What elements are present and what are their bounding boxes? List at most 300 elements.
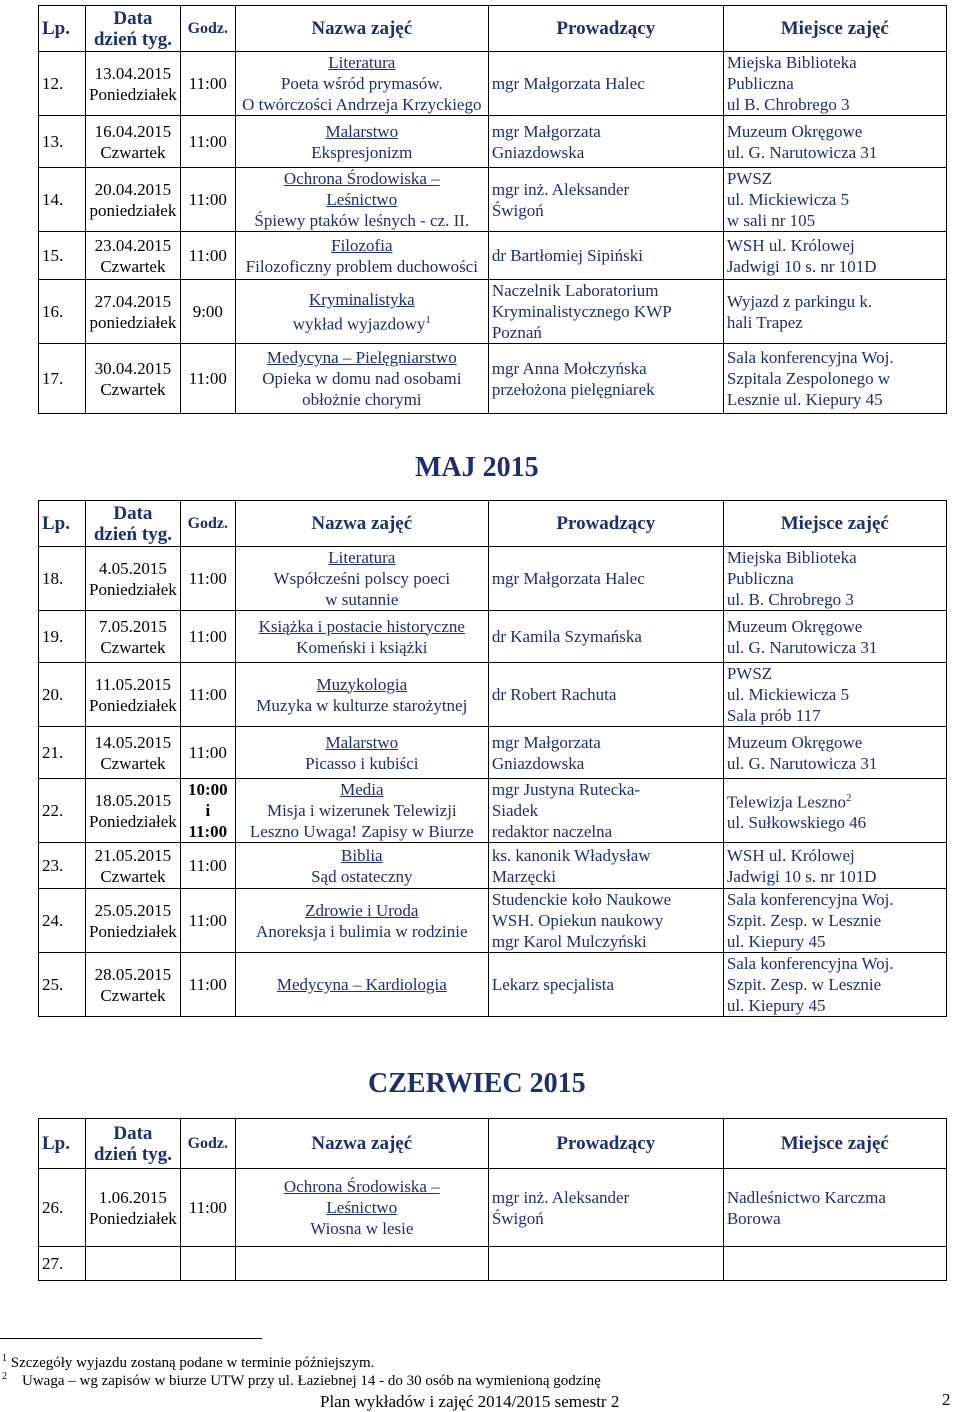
day-value: Czwartek: [100, 866, 166, 886]
topic-text: Anoreksja i bulimia w rodzinie: [256, 921, 468, 941]
row-place: [723, 547, 946, 611]
date-value: 25.05.2015: [94, 900, 172, 920]
lecturer-line: mgr Justyna Rutecka-: [491, 780, 641, 799]
row-subject: [235, 232, 488, 280]
topic-text: wykład wyjazdowy: [292, 314, 426, 334]
lecturer-line: mgr inż. Aleksander: [491, 179, 630, 199]
topic-line: [239, 256, 485, 277]
day-value: Czwartek: [100, 256, 166, 276]
day-value: Czwartek: [100, 637, 166, 657]
topic-line: [239, 921, 485, 942]
place-line: [727, 705, 943, 726]
table-row: [39, 889, 947, 953]
header-prowadzacy: Prowadzący: [488, 1119, 723, 1169]
footnote-ref: 1: [425, 313, 431, 326]
row-lecturer: [488, 168, 723, 232]
place-line: [727, 637, 943, 658]
lecturer-line: mgr Anna Mołczyńska: [491, 358, 647, 378]
topic-line: [239, 589, 485, 610]
table-row: [39, 280, 947, 344]
subject-name: Literatura: [328, 53, 396, 72]
place-text: w sali nr 105: [726, 211, 816, 230]
day-value: Poniedziałek: [89, 1208, 177, 1228]
place-line: [727, 995, 943, 1016]
place-text: Sala prób 117: [726, 706, 821, 725]
lecturer-line: Gniazdowska: [491, 142, 585, 162]
header-nazwa: Nazwa zajęć: [235, 6, 488, 52]
topic-text: Wiosna w lesie: [310, 1219, 414, 1238]
table-row: [39, 1247, 947, 1281]
row-date: [86, 280, 181, 344]
place-line: [727, 121, 943, 142]
subject-name: Literatura: [328, 548, 396, 567]
place-line: [727, 52, 943, 73]
row-lp: 16.: [39, 280, 86, 344]
place-line: [727, 568, 943, 589]
row-time: 11:00: [180, 611, 235, 663]
lecturer-line: Marzęcki: [491, 866, 556, 886]
place-line: [727, 235, 943, 256]
table-row: [39, 116, 947, 168]
place-line: [727, 347, 943, 368]
may-title: MAJ 2015: [415, 452, 539, 483]
table-row: [39, 843, 947, 889]
may-rows: [39, 547, 947, 1017]
topic-line: [239, 210, 485, 231]
june-rows: [39, 1169, 947, 1281]
topic-line: [239, 310, 485, 335]
day-value: Poniedziałek: [89, 811, 177, 831]
subject-name: Zdrowie i Uroda: [305, 900, 419, 920]
row-subject: [235, 727, 488, 779]
place-text: Muzeum Okręgowe: [726, 732, 863, 752]
place-text: Sala konferencyjna Woj.: [726, 890, 894, 909]
place-text: Szpitala Zespolonego w: [726, 369, 891, 388]
header-lp: Lp.: [39, 1119, 86, 1169]
row-lp: 15.: [39, 232, 86, 280]
row-date: [86, 611, 181, 663]
row-date: [86, 116, 181, 168]
place-text: ul. G. Narutowicza 31: [726, 753, 878, 773]
place-text: PWSZ: [726, 664, 773, 683]
subject-name: Filozofia: [331, 235, 393, 255]
row-time: 11:00: [180, 344, 235, 414]
place-text: hali Trapez: [726, 312, 803, 332]
june-title: CZERWIEC 2015: [368, 1068, 586, 1099]
subject-name-2: Leśnictwo: [326, 190, 398, 209]
topic-text: Współcześni polscy poeci: [273, 569, 451, 588]
lecturer-line: mgr inż. Aleksander: [491, 1187, 630, 1207]
topic-line: [239, 94, 485, 115]
place-text: Jadwigi 10 s. nr 101D: [726, 866, 877, 886]
day-value: Czwartek: [100, 379, 166, 399]
lecturer-line: Siadek: [491, 801, 539, 820]
header-godz: Godz.: [180, 6, 235, 52]
table-row: [39, 779, 947, 843]
header-miejsce: Miejsce zajęć: [723, 1119, 946, 1169]
place-text: ul. Kiepury 45: [726, 932, 826, 951]
date-value: 20.04.2015: [94, 179, 172, 199]
date-value: 11.05.2015: [94, 674, 171, 694]
row-date: [86, 889, 181, 953]
footnote-1: $^1$ Szczegóły wyjazdu zostaną podane w terminie późniejszym.: [2, 1353, 375, 1371]
row-lp: 25.: [39, 953, 86, 1017]
place-line: [727, 845, 943, 866]
lecturer-line: mgr Małgorzata Halec: [491, 569, 645, 588]
lecturer-line: przełożona pielęgniarek: [491, 379, 655, 399]
time-line: 11:00: [188, 822, 228, 841]
place-line: [727, 547, 943, 568]
header-prowadzacy: Prowadzący: [488, 6, 723, 52]
row-lecturer: [488, 611, 723, 663]
topic-text: O twórczości Andrzeja Krzyckiego: [242, 95, 482, 114]
row-lecturer: [488, 232, 723, 280]
table-row: [39, 52, 947, 116]
header-nazwa: Nazwa zajęć: [235, 501, 488, 547]
footnote-divider: [0, 1338, 262, 1339]
row-lp: 14.: [39, 168, 86, 232]
row-lecturer: [488, 344, 723, 414]
topic-text: Komeński i książki: [296, 637, 428, 657]
row-date: [86, 727, 181, 779]
row-lecturer: [488, 1169, 723, 1247]
row-lecturer: [488, 116, 723, 168]
row-place: [723, 52, 946, 116]
topic-text: Picasso i kubiści: [305, 753, 419, 773]
subject-name: Książka i postacie historyczne: [258, 616, 465, 636]
table-row: [39, 1169, 947, 1247]
page-number: 2: [942, 1390, 951, 1409]
header-lp: Lp.: [39, 6, 86, 52]
date-value: 7.05.2015: [98, 616, 167, 636]
row-lecturer: [488, 843, 723, 889]
row-subject: [235, 52, 488, 116]
topic-line: [239, 73, 485, 94]
lecturer-line: dr Robert Rachuta: [491, 685, 617, 704]
place-line: [727, 889, 943, 910]
row-date: [86, 1247, 181, 1281]
row-place: [723, 232, 946, 280]
header-godz: Godz.: [180, 1119, 235, 1169]
row-lp: 22.: [39, 779, 86, 843]
place-line: [727, 732, 943, 753]
topic-text: Śpiewy ptaków leśnych - cz. II.: [254, 211, 470, 230]
place-line: [727, 210, 943, 231]
row-time: 11:00: [180, 1169, 235, 1247]
place-line: [727, 168, 943, 189]
place-text: ul. G. Narutowicza 31: [726, 637, 878, 657]
row-subject: [235, 889, 488, 953]
row-time: 9:00: [180, 280, 235, 344]
row-lecturer: [488, 663, 723, 727]
subject-name: Medycyna – Pielęgniarstwo: [266, 348, 457, 367]
place-line: [727, 94, 943, 115]
topic-text: Opieka w domu nad osobami: [262, 369, 462, 388]
place-line: [727, 1187, 943, 1208]
row-subject: [235, 663, 488, 727]
row-subject: [235, 344, 488, 414]
row-time: 11:00: [180, 168, 235, 232]
april-schedule-table: [38, 5, 947, 414]
row-time: 11:00: [180, 727, 235, 779]
row-place: [723, 1169, 946, 1247]
place-line: [727, 389, 943, 410]
place-text: ul. Mickiewicza 5: [726, 685, 850, 704]
row-place: [723, 611, 946, 663]
row-place: [723, 168, 946, 232]
topic-text: Muzyka w kulturze starożytnej: [256, 695, 468, 715]
place-text: Muzeum Okręgowe: [726, 616, 863, 636]
date-value: 30.04.2015: [94, 358, 172, 378]
topic-text: Poeta wśród prymasów.: [280, 74, 443, 93]
place-text: ul B. Chrobrego 3: [726, 95, 850, 114]
table-row: [39, 232, 947, 280]
row-lecturer: [488, 547, 723, 611]
row-place: [723, 843, 946, 889]
subject-name: Medycyna – Kardiologia: [276, 975, 447, 994]
day-value: Poniedziałek: [89, 579, 177, 599]
place-text: Telewizja Leszno: [726, 792, 846, 812]
place-text: ul. B. Chrobrego 3: [726, 590, 854, 609]
place-line: [727, 753, 943, 774]
row-subject: [235, 1169, 488, 1247]
topic-line: [239, 568, 485, 589]
place-line: [727, 788, 943, 813]
footnote-ref: 2: [845, 791, 852, 804]
row-date: [86, 663, 181, 727]
place-text: Lesznie ul. Kiepury 45: [726, 390, 883, 409]
lecturer-line: mgr Małgorzata: [491, 732, 601, 752]
place-text: Jadwigi 10 s. nr 101D: [726, 256, 877, 276]
date-value: 16.04.2015: [94, 121, 172, 141]
header-data: Data dzień tyg.: [86, 6, 181, 52]
place-line: [727, 256, 943, 277]
lecturer-line: Naczelnik Laboratorium: [491, 281, 659, 300]
row-lecturer: [488, 889, 723, 953]
subject-name-2: Leśnictwo: [326, 1198, 398, 1217]
date-value: 18.05.2015: [94, 790, 172, 810]
place-text: Publiczna: [726, 569, 794, 588]
row-subject: [235, 168, 488, 232]
row-date: [86, 1169, 181, 1247]
lecturer-line: mgr Karol Mulczyński: [491, 932, 647, 951]
row-date: [86, 779, 181, 843]
table-row: [39, 168, 947, 232]
row-place: [723, 663, 946, 727]
place-line: [727, 974, 943, 995]
may-schedule-table: [38, 500, 947, 1017]
place-text: Miejska Biblioteka: [726, 53, 857, 72]
row-place: [723, 116, 946, 168]
day-value: poniedziałek: [89, 312, 177, 332]
row-subject: [235, 843, 488, 889]
lecturer-line: Świgoń: [491, 1208, 544, 1228]
row-lecturer: [488, 1247, 723, 1281]
date-value: 1.06.2015: [98, 1187, 167, 1207]
topic-text: w sutannie: [325, 590, 399, 609]
row-lp: 12.: [39, 52, 86, 116]
place-text: Borowa: [726, 1208, 781, 1228]
row-lp: 13.: [39, 116, 86, 168]
row-date: [86, 52, 181, 116]
subject-name: Biblia: [341, 845, 383, 865]
day-value: Czwartek: [100, 753, 166, 773]
lecturer-line: Świgoń: [491, 200, 544, 220]
row-subject: [235, 1247, 488, 1281]
row-time: [180, 1247, 235, 1281]
place-text: Szpit. Zesp. w Lesznie: [726, 975, 882, 994]
time-line: i: [205, 801, 211, 820]
day-value: Poniedziałek: [89, 84, 177, 104]
place-line: [727, 663, 943, 684]
place-line: [727, 312, 943, 333]
row-lp: 21.: [39, 727, 86, 779]
row-time: 11:00: [180, 663, 235, 727]
table-row: [39, 727, 947, 779]
row-time: 11:00: [180, 889, 235, 953]
table-row: [39, 663, 947, 727]
lecturer-line: WSH. Opiekun naukowy: [491, 911, 664, 930]
place-text: PWSZ: [726, 169, 773, 188]
row-date: [86, 232, 181, 280]
place-text: ul. G. Narutowicza 31: [726, 142, 878, 162]
place-text: Nadleśnictwo Karczma: [726, 1187, 886, 1207]
day-value: Poniedziałek: [89, 921, 177, 941]
time-line: 10:00: [187, 780, 228, 799]
row-time: 11:00: [180, 116, 235, 168]
topic-line: [239, 637, 485, 658]
lecturer-line: Gniazdowska: [491, 753, 585, 773]
row-subject: [235, 953, 488, 1017]
lecturer-line: dr Kamila Szymańska: [491, 627, 642, 646]
row-lecturer: [488, 52, 723, 116]
header-nazwa: Nazwa zajęć: [235, 1119, 488, 1169]
place-text: WSH ul. Królowej: [726, 845, 855, 865]
topic-text: Misja i wizerunek Telewizji: [266, 801, 457, 820]
topic-line: [239, 389, 485, 410]
row-date: [86, 344, 181, 414]
row-place: [723, 889, 946, 953]
place-line: [727, 812, 943, 833]
day-value: poniedziałek: [89, 200, 177, 220]
header-prowadzacy: Prowadzący: [488, 501, 723, 547]
row-lecturer: [488, 727, 723, 779]
table-row: [39, 611, 947, 663]
lecturer-line: mgr Małgorzata Halec: [491, 74, 645, 93]
place-line: [727, 910, 943, 931]
topic-line: [239, 821, 485, 842]
row-place: [723, 727, 946, 779]
place-text: ul. Sułkowskiego 46: [726, 813, 867, 833]
place-line: [727, 589, 943, 610]
header-data: Data dzień tyg.: [86, 1119, 181, 1169]
place-line: [727, 189, 943, 210]
row-date: [86, 168, 181, 232]
header-miejsce: Miejsce zajęć: [723, 501, 946, 547]
row-lp: 23.: [39, 843, 86, 889]
row-time: [180, 779, 235, 843]
june-schedule-table: [38, 1118, 947, 1281]
row-lp: 20.: [39, 663, 86, 727]
row-date: [86, 547, 181, 611]
table-row: [39, 547, 947, 611]
topic-text: Filozoficzny problem duchowości: [245, 256, 478, 276]
header-lp: Lp.: [39, 501, 86, 547]
day-value: Czwartek: [100, 985, 166, 1005]
topic-text: Sąd ostateczny: [311, 866, 413, 886]
place-line: [727, 953, 943, 974]
row-lp: 26.: [39, 1169, 86, 1247]
row-subject: [235, 547, 488, 611]
topic-line: [239, 142, 485, 163]
date-value: 21.05.2015: [94, 845, 172, 865]
row-date: [86, 843, 181, 889]
place-text: ul. Kiepury 45: [726, 996, 826, 1015]
table-row: [39, 953, 947, 1017]
row-lp: 19.: [39, 611, 86, 663]
topic-line: [239, 695, 485, 716]
place-text: Muzeum Okręgowe: [726, 121, 863, 141]
row-lp: 24.: [39, 889, 86, 953]
topic-line: [239, 800, 485, 821]
topic-text: obłożnie chorymi: [302, 390, 422, 409]
page-footer: Plan wykładów i zajęć 2014/2015 semestr 2: [320, 1392, 620, 1411]
date-value: 23.04.2015: [94, 235, 172, 255]
place-text: Szpit. Zesp. w Lesznie: [726, 911, 882, 930]
row-time: 11:00: [180, 843, 235, 889]
place-line: [727, 291, 943, 312]
date-value: 14.05.2015: [94, 732, 172, 752]
place-text: WSH ul. Królowej: [726, 235, 855, 255]
place-text: Sala konferencyjna Woj.: [726, 954, 894, 973]
row-lecturer: [488, 779, 723, 843]
row-time: 11:00: [180, 953, 235, 1017]
lecturer-line: ks. kanonik Władysław: [491, 845, 651, 865]
topic-line: [239, 1218, 485, 1239]
place-text: Sala konferencyjna Woj.: [726, 348, 894, 367]
row-place: [723, 344, 946, 414]
place-text: Publiczna: [726, 74, 794, 93]
row-subject: [235, 280, 488, 344]
day-value: Poniedziałek: [89, 695, 177, 715]
subject-name: Media: [340, 780, 384, 799]
place-line: [727, 73, 943, 94]
row-place: [723, 280, 946, 344]
subject-name: Malarstwo: [325, 732, 399, 752]
subject-name: Kryminalistyka: [308, 289, 415, 309]
row-lecturer: [488, 280, 723, 344]
topic-line: [239, 753, 485, 774]
lecturer-line: dr Bartłomiej Sipiński: [491, 246, 643, 265]
date-value: 27.04.2015: [94, 291, 172, 311]
row-place: [723, 953, 946, 1017]
place-line: [727, 1208, 943, 1229]
lecturer-line: Lekarz specjalista: [491, 975, 615, 994]
lecturer-line: Kryminalistycznego KWP: [491, 302, 672, 321]
header-data: Data dzień tyg.: [86, 501, 181, 547]
row-subject: [235, 779, 488, 843]
subject-name: Ochrona Środowiska –: [283, 1177, 440, 1196]
place-line: [727, 616, 943, 637]
row-lecturer: [488, 953, 723, 1017]
header-godz: Godz.: [180, 501, 235, 547]
lecturer-line: Studenckie koło Naukowe: [491, 890, 672, 909]
row-lp: 18.: [39, 547, 86, 611]
row-lp: 17.: [39, 344, 86, 414]
footnote-2: $^2$ Uwaga – wg zapisów w biurze UTW przy ul. Łaziebnej 14 - do 30 osób na wymienioną godzinę: [2, 1371, 601, 1389]
topic-line: [239, 368, 485, 389]
date-value: 4.05.2015: [98, 558, 167, 578]
